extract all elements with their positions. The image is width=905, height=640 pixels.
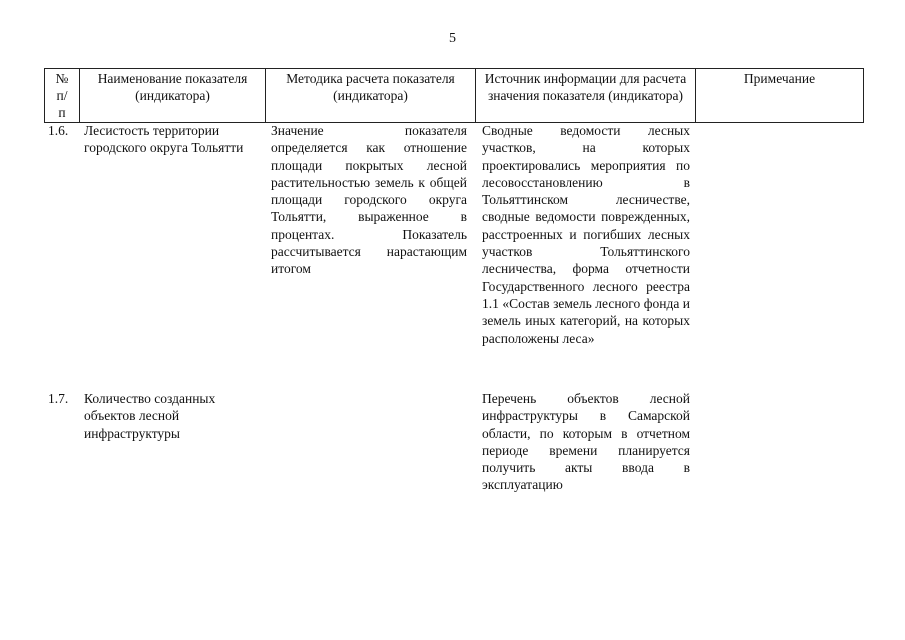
row-number: 1.6. — [48, 123, 69, 138]
information-source: Перечень объектов лесной инфраструктуры в Самарской области, по которым в отчетном периоде времени планируется получить акты ввода в эксплуатацию — [482, 391, 690, 493]
calculation-method: Значение показателя определяется как отношение площади покрытых лесной растительностью земель к общей площади городского округа Тольятти, выраженное в процентах. Показатель рассчитывается нарастающим итогом — [271, 123, 467, 277]
information-source: Сводные ведомости лесных участков, на которых проектировались мероприятия по лесовосстановлению в Тольяттинском лесничестве, сводные ведомости поврежденных, расстроенных и погибших лесных участков Тольяттинского лесничества, форма отчетности Государственного лесного реестра 1.1 «Состав земель лесного фонда и земель иных категорий, на которых расположены леса» — [482, 123, 690, 346]
table-header — [44, 68, 864, 123]
header-calculation-method: Методика расчета показателя (индикатора) — [266, 69, 476, 123]
indicator-name: Лесистость территории городского округа Тольятти — [84, 123, 244, 156]
row-number: 1.7. — [48, 391, 69, 406]
header-indicator-name: Наименование показателя (индикатора) — [80, 69, 266, 123]
header-information-source: Источник информации для расчета значения показателя (индикатора) — [476, 69, 696, 123]
header-note: Примечание — [696, 69, 864, 123]
indicator-name: Количество созданных объектов лесной инфраструктуры — [84, 391, 216, 441]
page-number: 5 — [449, 31, 456, 46]
header-number: № п/п — [45, 69, 80, 123]
